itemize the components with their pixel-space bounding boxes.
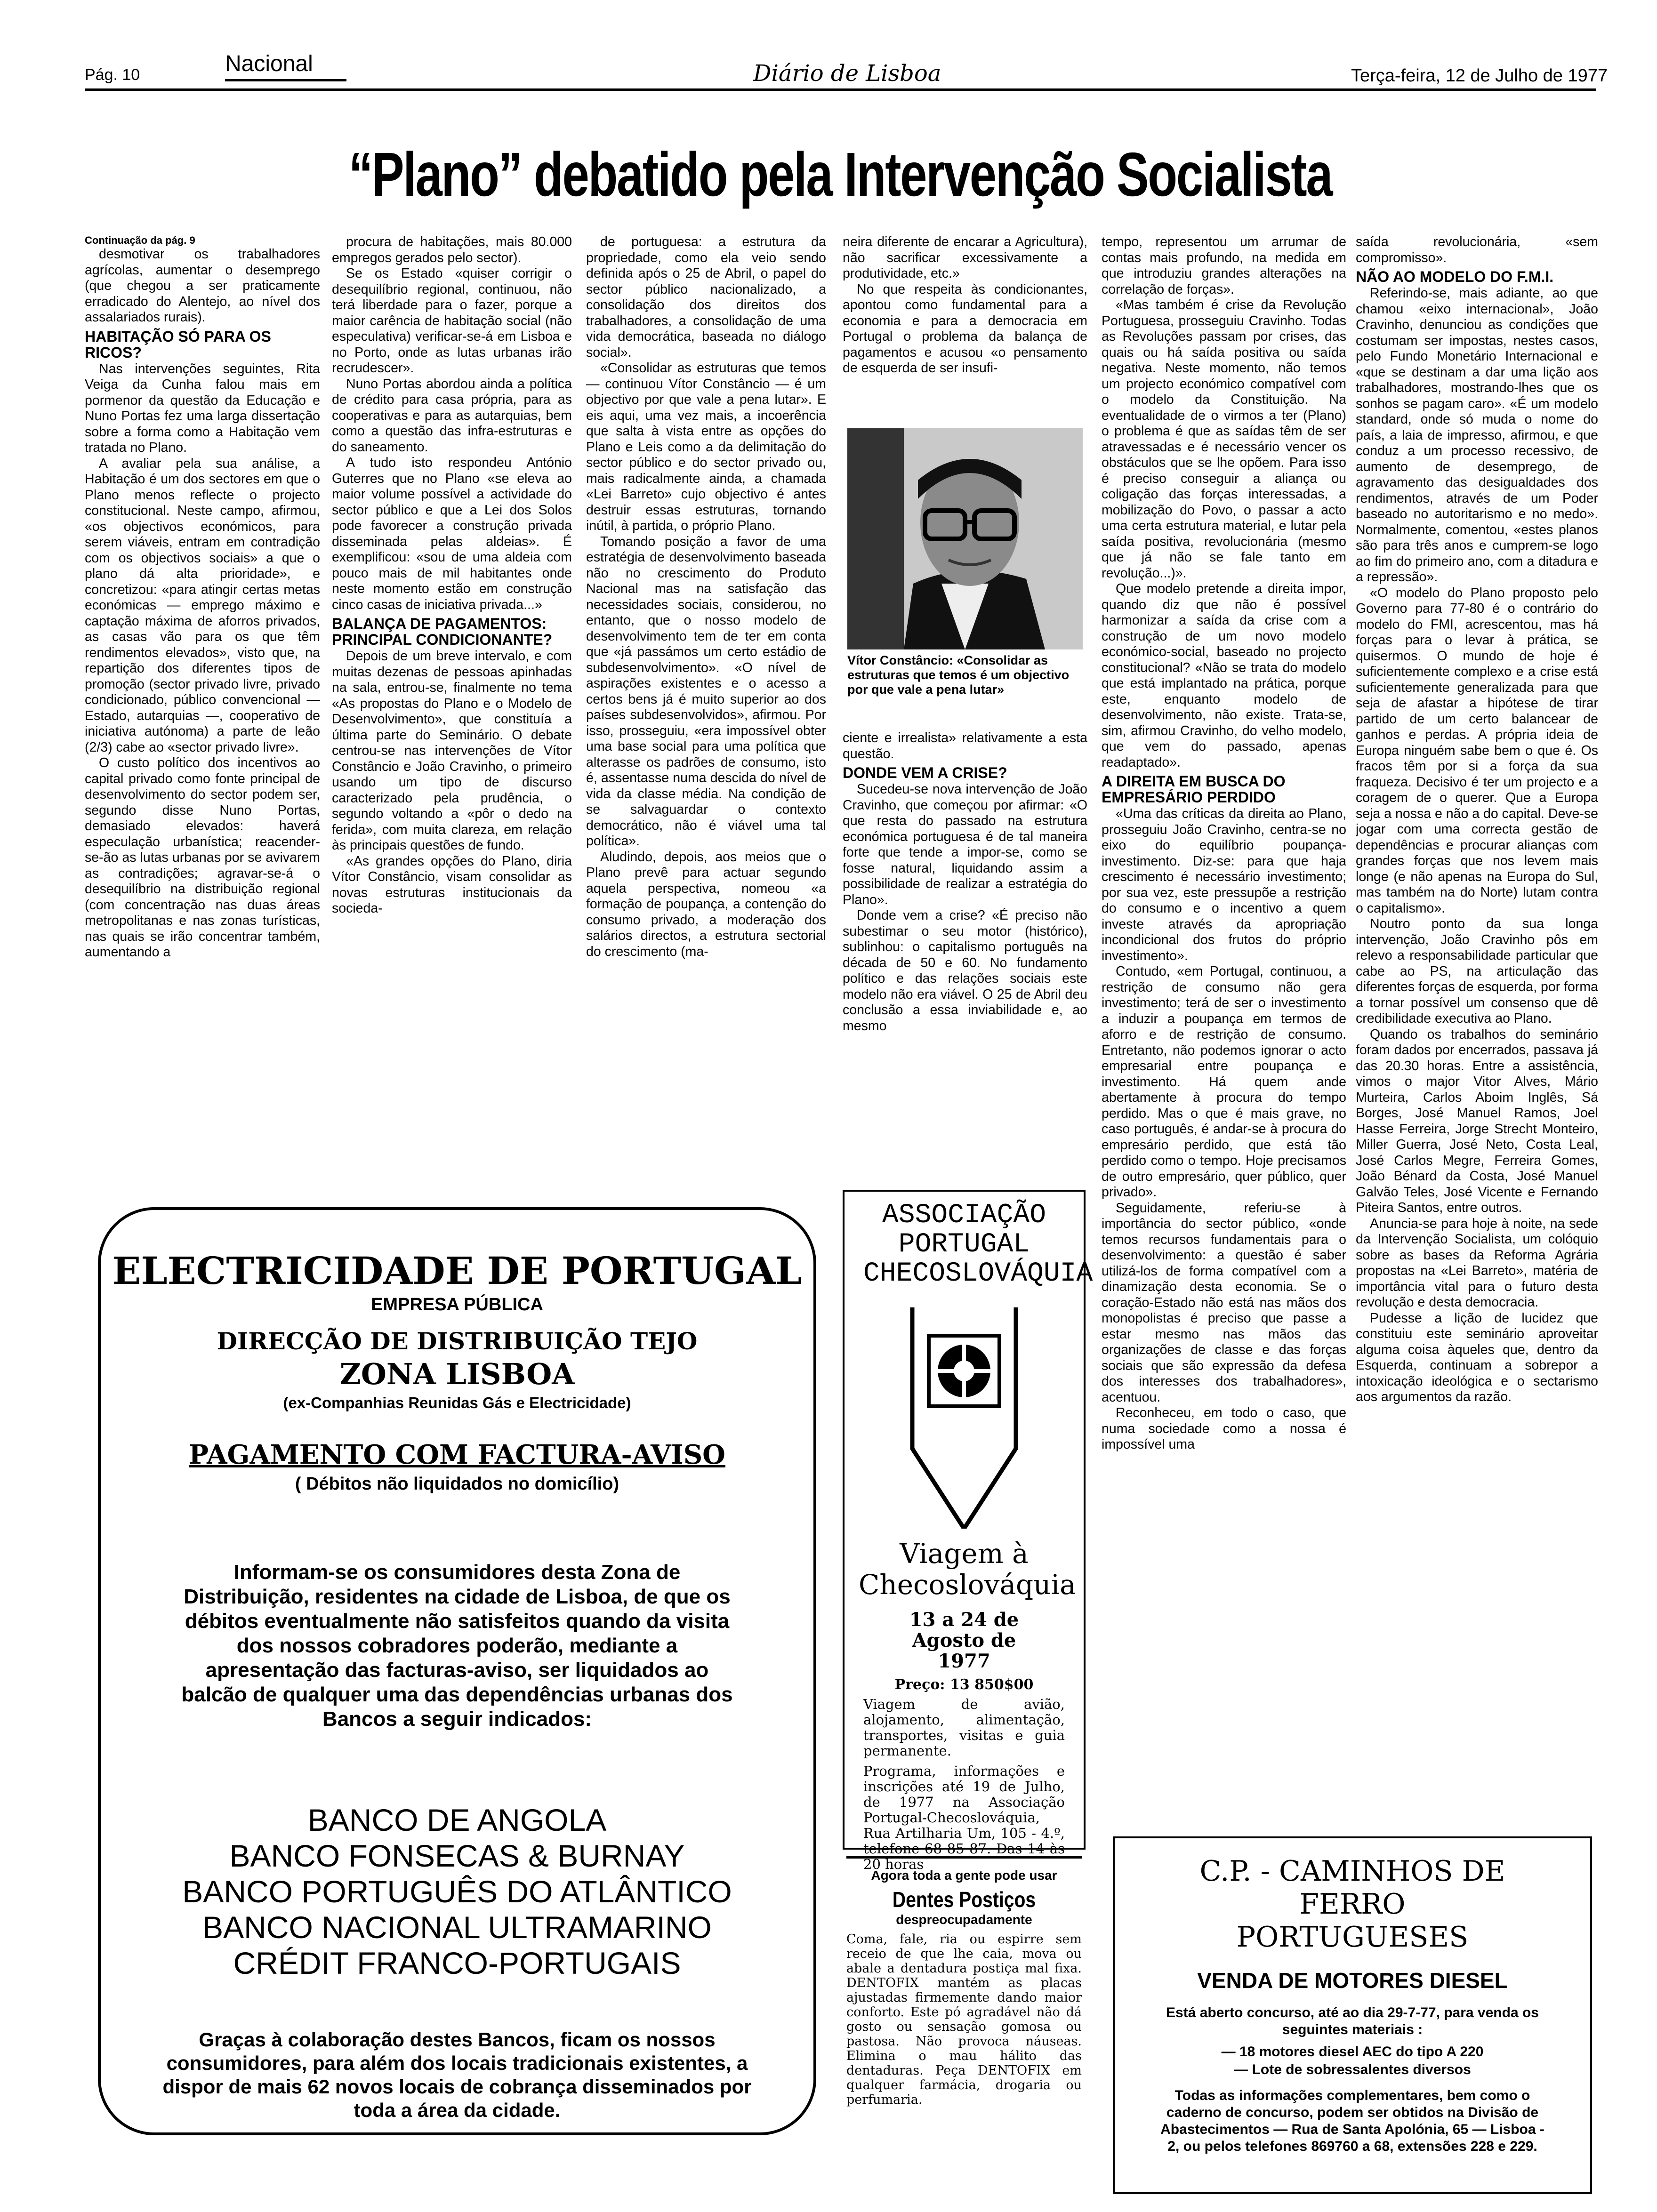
photo-vitor-constancio [847,428,1083,649]
article-paragraph: Quando os trabalhos do seminário foram dados por encerrados, passava já das 20.30 horas. Entre a assistência, vimos o major Vitor Alves, Mário Murteira, Carlos Aboim Inglês, Sá Borges, José Manuel Ramos, Joel Hasse Ferreira, Jorge Strecht Monteiro, Miller Guerra, José Neto, Costa Leal, José Carlos Megre, Ferreira Gomes, João Bénard da Costa, José Manuel Galvão Teles, José Vicente e Fernando Piteira Santos, entre outros. [1356,1026,1598,1215]
continuation-note: Continuação da pág. 9 [85,234,195,246]
bank-name: BANCO DE ANGOLA [307,1803,607,1837]
assoc-logo [893,1307,1035,1529]
article-column-2 [332,234,572,1162]
cp-item: — Lote de sobressalentes diversos [1234,2062,1471,2077]
article-paragraph: O custo político dos incentivos ao capital privado como fonte principal de desenvolvimento do sector podem ser, segundo disse Nuno Portas, demasiado elevados: haverá especulação urbanística; reacender-se-ão as lutas urbanas por se avivarem as contradições; agravar-se-á o desequilíbrio na distribuição regional (com concentração nas duas áreas metropolitanas e nas zonas turísticas, nas quais se irão concentrar também, aumentando a [85,755,320,960]
article-paragraph: «Uma das críticas da direita ao Plano, prosseguiu João Cravinho, centra-se no eixo do equilíbrio poupança-investimento. Diz-se: para que haja crescimento é necessário investimento; por sua vez, este pressupõe a restrição do consumo e o incentivo a quem investe através da apropriação incondicional dos frutos do próprio investimento». [1102,806,1346,963]
edp-former: (ex-Companhias Reunidas Gás e Electricidade) [283,1394,631,1411]
bank-name: BANCO NACIONAL ULTRAMARINO [202,1910,712,1945]
article-paragraph: Tomando posição a favor de uma estratégia de desenvolvimento baseada não no crescimento do Produto Nacional mas na satisfação das necessidades sociais, considerou, no entanto, que o nosso modelo de desenvolvimento tem de ter em conta que «já passámos um certo estádio de subdesenvolvimento». «O nível de aspirações existentes e o acesso a certos bens já é muito superior ao dos países subdesenvolvidos», afirmou. Por isso, prosseguiu, «era impossível obter uma base social para uma política que alterasse os padrões de consumo, isto é, assentasse numa descida do nível de vida da classe média. Na condição de se salvaguardar o contexto democrático, não é viável uma tal política». [586,534,826,849]
article-paragraph: «Mas também é crise da Revolução Portuguesa, prosseguiu Cravinho. Todas as Revoluções passam por crises, das quais ou há saída positiva ou saída negativa. Neste momento, não temos um projecto económico compatível com o modelo da Constituição. Na eventualidade de o virmos a ter (Plano) o problema é que as saídas têm de ser atravessadas e é necessário vencer os obstáculos que se lhe opõem. Para isso é preciso conseguir a aliança ou coligação das forças interessadas, a mobilização do Povo, o passar a acto uma certa estrutura material, e lutar pela saída positiva, revolucionária (mesmo que já não se fale tanto em revolução...)». [1102,297,1346,581]
edp-title: ELECTRICIDADE DE PORTUGAL [112,1249,802,1293]
dentofix-body: Coma, fale, ria ou espirre sem receio de que lhe caia, mova ou abale a dentadura postiça mal fixa. DENTOFIX mantém as placas ajustadas firmemente dando maior conforto. Este pó agradável não dá gosto ou sensação gomosa ou pastosa. Não provoca náuseas. Elimina o mau hálito das dentaduras. Peça DENTOFIX em qualquer farmácia, drogaria ou perfumaria. [846,1932,1082,2107]
bank-name: BANCO FONSECAS & BURNAY [229,1838,685,1873]
article-column-6 [1356,234,1598,1820]
masthead: Diário de Lisboa [753,60,941,87]
article-paragraph: desmotivar os trabalhadores agrícolas, aumentar o desemprego (que chegou a ser praticamente erradicado do Alentejo, ao nível dos assalariados rurais). [85,247,320,325]
article-paragraph: Anuncia-se para hoje à noite, na sede da Intervenção Socialista, um colóquio sobre as bases da Reforma Agrária propostas na «Lei Barreto», matéria de importância vital para o futuro desta revolução e desta democracia. [1356,1216,1598,1310]
article-paragraph: «O modelo do Plano proposto pelo Governo para 77-80 é o contrário do modelo do FMI, acrescentou, mas há forças para o levar à prática, se quisermos. O mundo de hoje é suficientemente complexo e a crise está suficientemente generalizada para que seja de afastar a hipótese de tirar partido de um certo balancear de ganhos e perdas. A própria ideia de Europa ninguém sabe bem o que é. Os fracos têm por si a força da sua fraqueza. Decisivo é ter um projecto e a coragem de o querer. Que a Europa seja a nossa e não a do capital. Deve-se jogar com uma correcta gestão de dependências e procurar alianças com grandes forças que nos levem mais longe (e não apenas na Europa do Sul, mas também na do Norte) lutam contra o capitalismo». [1356,585,1598,916]
article-paragraph: Noutro ponto da sua longa intervenção, João Cravinho pôs em relevo a responsabilidade particular que cabe ao PS, na articulação das diferentes forças de esquerda, por forma a tornar possível um consenso que dê credibilidade executiva ao Plano. [1356,916,1598,1026]
edp-footer: Graças à colaboração destes Bancos, ficam os nossos consumidores, para além dos locais tradicionais existentes, a dispor de mais 62 novos locais de cobrança disseminados por toda a área da cidade. [162,2028,752,2121]
article-paragraph: «As grandes opções do Plano, diria Vítor Constâncio, visam consolidar as novas estruturas institucionais da socieda- [332,853,572,916]
article-paragraph: «Consolidar as estruturas que temos — continuou Vítor Constâncio — é um objectivo por que vale a pena lutar». E eis aqui, uma vez mais, a incoerência que salta à vista entre as opções do Plano e Leis como a da delimitação do sector público e do sector privado ou, mais radicalmente ainda, a chamada «Lei Barreto» cujo objectivo é antes destruir essas estruturas, tornando inútil, à partida, o próprio Plano. [586,361,826,533]
article-column-5 [1102,234,1346,1820]
assoc-info: Programa, informações e inscrições até 19 de Julho, de 1977 na Associação Portugal-Checoslováquia, Rua Artilharia Um, 105 - 4.º, telefone 68 85 87. Das 14 às 20 horas [863,1763,1065,1872]
header-rule [85,88,1596,91]
article-paragraph: No que respeita às condicionantes, apontou como fundamental para a economia e para a democracia em Portugal o problema da balança de pagamentos e acusou «o pensamento de esquerda de ser insufi- [843,281,1087,376]
article-paragraph: saída revolucionária, «sem compromisso». [1356,234,1598,265]
article-paragraph: Reconheceu, em todo o caso, que numa sociedade como a nossa é impossível uma [1102,1405,1346,1452]
bank-name: CRÉDIT FRANCO-PORTUGAIS [233,1946,681,1980]
section-name: Nacional [225,51,313,76]
section-heading: NÃO AO MODELO DO F.M.I. [1356,268,1554,285]
article-paragraph: Aludindo, depois, aos meios que o Plano prevê para actuar segundo aquela perspectiva, nomeou «a formação de poupança, a contenção do consumo privado, a moderação dos salários directos, a estrutura sectorial do crescimento (ma- [586,849,826,959]
article-paragraph: Referindo-se, mais adiante, ao que chamou «eixo internacional», João Cravinho, denunciou as condições que costumam ser impostas, nestes casos, pelo Fundo Monetário Internacional e «que se destinam a dar uma lição aos trabalhadores, mostrando-lhes que os sonhos se pagam caro». «É um modelo standard, onde só muda o nome do país, a laia de impresso, afirmou, e que conduz a um processo recessivo, de aumento de desemprego, de agravamento das desigualdades dos rendimentos, através de um Poder baseado no autoritarismo e no medo». Normalmente, comentou, «estes planos são para três anos e cumprem-se logo ao fim do primeiro ano, com a ditadura e a repressão». [1356,286,1598,585]
cp-title: C.P. - CAMINHOS DE FERRO PORTUGUESES [1199,1855,1505,1954]
edp-body: Informam-se os consumidores desta Zona de Distribuição, residentes na cidade de Lisboa, de que os débitos eventualmente não satisfeitos quando da visita dos nossos cobradores poderão, mediante a apresentação das facturas-aviso, ser liquidados ao balcão de qualquer uma das dependências urbanas dos Bancos a seguir indicados: [181,1561,733,1731]
article-column-4-top [843,234,1087,427]
edp-zone: ZONA LISBOA [339,1357,575,1391]
article-paragraph: Se os Estado «quiser corrigir o desequilíbrio regional, continuou, não terá liberdade para o fazer, porque a maior carência de habitação social (não especulativa) verificar-se-á em Lisboa e no Porto, onde as lutas urbanas irão recrudescer». [332,266,572,376]
headline: “Plano” debatido pela Intervenção Socialista [348,140,1332,209]
article-paragraph: Seguidamente, referiu-se à importância do sector público, «onde temos recursos fundamentais para o desenvolvimento: a questão é saber utilizá-los de forma compatível com a dinamização desta economia. Se o coração-Estado não está nas mãos dos monopolistas é preciso que passe a estar mesmo nas mãos das organizações de classe e das forças sociais que são expressão da defesa dos interesses dos trabalhadores», acentuou. [1102,1200,1346,1405]
article-paragraph: tempo, representou um arrumar de contas mais profundo, na medida em que introduziu grandes alterações na correlação de forças». [1102,234,1346,297]
article-paragraph: Nuno Portas abordou ainda a política de crédito para casa própria, para as cooperativas e para as autarquias, bem como a questão das infra-estruturas e do saneamento. [332,376,572,455]
edp-subtitle: EMPRESA PÚBLICA [371,1295,543,1314]
ad-electricidade-de-portugal [98,1207,816,2135]
cp-item: — 18 motores diesel AEC do tipo A 220 [1221,2044,1484,2060]
cp-heading: VENDA DE MOTORES DIESEL [1197,1968,1508,1993]
edp-dept: DIRECÇÃO DE DISTRIBUIÇÃO TEJO [217,1327,698,1355]
bank-name: BANCO PORTUGUÊS DO ATLÂNTICO [182,1874,732,1909]
article-paragraph: A avaliar pela sua análise, a Habitação é um dos sectores em que o Plano menos reflecte o projecto constitucional. Neste campo, afirmou, «os objectivos económicos, para serem viáveis, entram em contradição com os objectivos sociais» a que o plano dá alta prioridade», e concretizou: «para atingir certas metas económicas — emprego máximo e captação máxima de aforros privados, as casas vão para os que têm rendimentos elevados», visto que, na repartição dos diferentes tipos de promoção (sector privado livre, privado condicionado, público convencional — Estado, autarquias —, cooperativo de iniciativa autónoma) a parte de leão (2/3) cabe ao «sector privado livre». [85,456,320,755]
edp-bank-list [101,1802,813,1981]
section-heading: A DIREITA EM BUSCA DO EMPRESÁRIO PERDIDO [1102,773,1286,806]
cp-intro: Está aberto concurso, até ao dia 29-7-77, para venda os seguintes materiais : [1166,2005,1539,2037]
cp-body: Todas as informações complementares, bem como o caderno de concurso, podem ser obtidos na Divisão de Abastecimentos — Rua de Santa Apolónia, 65 — Lisboa - 2, ou pelos telefones 869760 a 68, extensões 228 e 229. [1160,2088,1544,2154]
assoc-dates: 13 a 24 de Agosto de 1977 [909,1609,1019,1672]
edp-heading: PAGAMENTO COM FACTURA-AVISO [189,1439,725,1470]
article-paragraph: Sucedeu-se nova intervenção de João Cravinho, que começou por afirmar: «O que resta do passado na estrutura económica portuguesa é de tal maneira forte que tende a impor-se, como se fosse natural, liquidando assim a possibilidade de realizar a estratégia do Plano». [843,782,1087,907]
article-paragraph: ciente e irrealista» relativamente a esta questão. [843,730,1087,761]
section-heading: BALANÇA DE PAGAMENTOS: PRINCIPAL CONDICIONANTE? [332,615,553,648]
ad-dentofix [846,1856,1082,2188]
article-paragraph: Donde vem a crise? «É preciso não subestimar o seu motor (histórico), sublinhou: o capitalismo português na década de 50 e 60. No fundamento político e das relações sociais este modelo não era viável. O 25 de Abril deu conclusão a essa inviabilidade e, ao mesmo [843,908,1087,1034]
article-paragraph: Pudesse a lição de lucidez que constituiu este seminário aproveitar alguma coisa àqueles que, dentro da Esquerda, continuam a sobrepor a intoxicação ideológica e o sectarismo aos argumentos da razão. [1356,1310,1598,1404]
article-paragraph: Nas intervenções seguintes, Rita Veiga da Cunha falou mais em pormenor da questão da Educação e Nuno Portas fez uma larga dissertação sobre a forma como a Habitação vem tratada no Plano. [85,361,320,455]
article-paragraph: Que modelo pretende a direita impor, quando diz que não é possível harmonizar a saída da crise com a construção de um novo modelo económico-social, baseado no projecto constitucional? «Não se trata do modelo que está implantado na prática, porque este, enquanto modelo de desenvolvimento, não existe. Trata-se, sim, afirmou Cravinho, do velho modelo, que vem do passado, apenas readaptado». [1102,581,1346,770]
dentofix-subtitle: despreocupadamente [896,1912,1032,1927]
article-column-1 [85,234,320,1162]
portrait-image [847,428,1083,649]
photo-caption: Vítor Constâncio: «Consolidar as estruturas que temos é um objectivo por que vale a pena lutar» [847,653,1070,697]
assoc-name: ASSOCIAÇÃO PORTUGAL CHECOSLOVÁQUIA [863,1200,1093,1289]
article-paragraph: de portuguesa: a estrutura da propriedade, como ela veio sendo definida após o 25 de Abril, o papel do sector público nacionalizado, a consolidação dos direitos dos trabalhadores, a consolidação de uma vida democrática, baseada no diálogo social». [586,234,826,360]
assoc-price: Preço: 13 850$00 [894,1676,1034,1693]
article-column-4-bottom [843,730,1087,1163]
article-paragraph: neira diferente de encarar a Agricultura), não sacrificar excessivamente a produtividade, etc.» [843,234,1087,281]
page-date: Terça-feira, 12 de Julho de 1977 [1351,66,1608,86]
article-paragraph: A tudo isto respondeu António Guterres que no Plano «se eleva ao maior volume possível a actividade do sector público e que a Lei dos Solos pode favorecer a construção privada disseminada pelas aldeias». É exemplificou: «sou de uma aldeia com pouco mais de mil habitantes onde neste momento estão em construção cinco casas de iniciativa privada...» [332,455,572,612]
section-heading: DONDE VEM A CRISE? [843,764,1007,781]
article-paragraph: Contudo, «em Portugal, continuou, a restrição de consumo não gera investimento; terá de ser o investimento a induzir a poupança em termos de aforro e de restrição de consumo. Entretanto, não podemos ignorar o acto empresarial entre poupança e investimento. Há quem ande abertamente à procura do tempo perdido. Mas o que é mais grave, no caso português, é andar-se à procura do empresário perdido, que está tão perdido como o tempo. Hoje precisamos de outro empresário, quer público, quer privado». [1102,964,1346,1200]
assoc-trip: Viagem à Checoslováquia [859,1538,1076,1601]
ad-associacao-portugal-checoslovaquia [843,1190,1093,1872]
dentofix-title: Dentes Postiços [892,1887,1036,1912]
assoc-includes: Viagem de avião, alojamento, alimentação, transportes, visitas e guia permanente. [863,1696,1065,1759]
article-paragraph: procura de habitações, mais 80.000 empregos gerados pelo sector). [332,234,572,265]
section-underline [225,79,346,81]
ad-cp-caminhos-de-ferro [1113,1836,1592,2194]
edp-subheading: ( Débitos não liquidados no domicílio) [295,1474,619,1494]
page-number: Pág. 10 [85,66,140,84]
section-heading: HABITAÇÃO SÓ PARA OS RICOS? [85,328,271,361]
dentofix-intro: Agora toda a gente pode usar [871,1868,1057,1883]
article-column-3 [586,234,826,1162]
article-paragraph: Depois de um breve intervalo, e com muitas dezenas de pessoas apinhadas na sala, entrou-se, finalmente no tema «As propostas do Plano e o Modelo de Desenvolvimento», que constituía a última parte do Seminário. O debate centrou-se nas intervenções de Vítor Constâncio e João Cravinho, o primeiro usando um tipo de discurso caracterizado pela prudência, o segundo voltando a «pôr o dedo na ferida», com muita clareza, em relação às principais questões de fundo. [332,649,572,853]
